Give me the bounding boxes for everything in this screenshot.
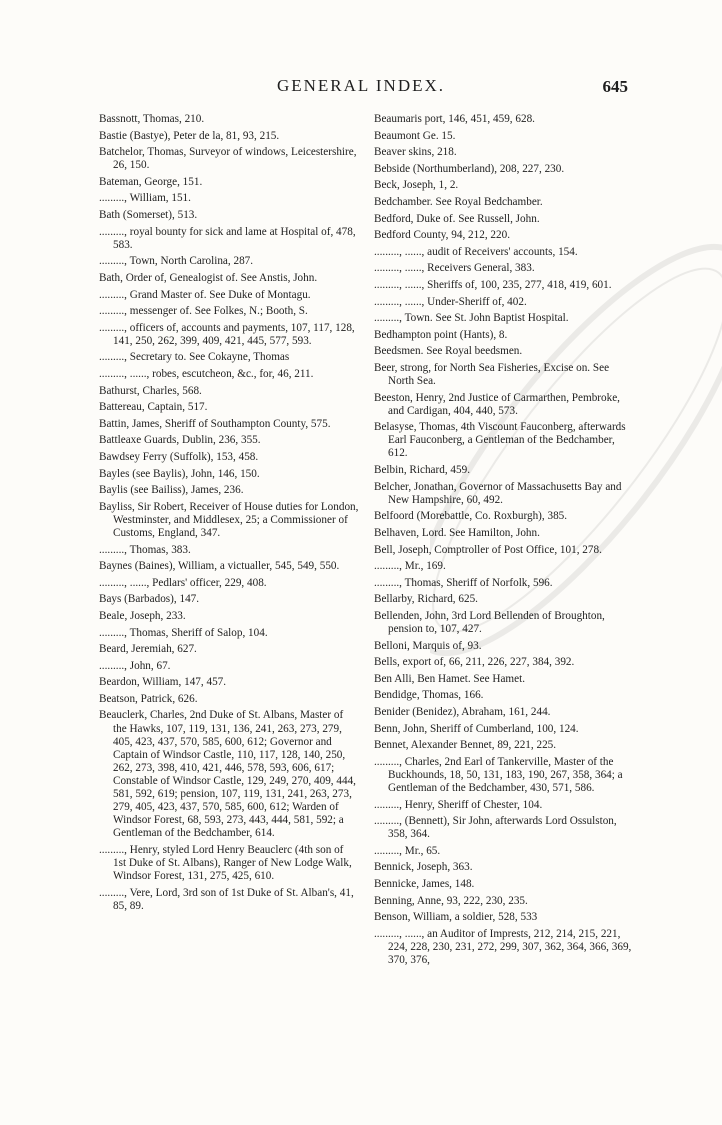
index-entry: Bastie (Bastye), Peter de la, 81, 93, 215.	[99, 129, 280, 142]
index-entry: ........., Thomas, Sheriff of Norfolk, 596.	[374, 576, 553, 589]
index-entry: Beardon, William, 147, 457.	[99, 676, 227, 689]
index-entry: Bell, Joseph, Comptroller of Post Office, 101, 278.	[374, 543, 602, 556]
index-entry: Bath, Order of, Genealogist of. See Anstis, John.	[99, 271, 318, 284]
index-entry: Bassnott, Thomas, 210.	[99, 113, 205, 125]
index-entry: ........., officers of, accounts and payments, 107, 117, 128, 141, 250, 262, 399, 409, 421, 445, 577, 593.	[99, 321, 355, 347]
index-entry: Benning, Anne, 93, 222, 230, 235.	[374, 894, 528, 907]
index-entry: Benson, William, a soldier, 528, 533	[374, 911, 538, 924]
index-entry: ........., ......, Sheriffs of, 100, 235, 277, 418, 419, 601.	[374, 278, 612, 291]
index-entry: Battleaxe Guards, Dublin, 236, 355.	[99, 434, 261, 447]
index-entry: Bellarby, Richard, 625.	[374, 593, 478, 606]
index-entry: Bayles (see Baylis), John, 146, 150.	[99, 467, 260, 480]
index-entry: Belasyse, Thomas, 4th Viscount Fauconberg, afterwards Earl Fauconberg, a Gentleman of the Bedchamber, 612.	[374, 421, 626, 460]
index-entry: ........., Charles, 2nd Earl of Tankerville, Master of the Buckhounds, 18, 50, 131, 183, 190, 267, 358, 364; a Gentleman of the Bedchamber, 430, 571, 586.	[374, 755, 623, 794]
index-entry: ........., ......, an Auditor of Imprests, 212, 214, 215, 221, 224, 228, 230, 231, 272, 299, 307, 362, 364, 366, 369, 370, 376,	[374, 927, 632, 966]
index-entry: ........., John, 67.	[99, 659, 171, 672]
index-entry: ........., ......, Pedlars' officer, 229, 408.	[99, 576, 267, 589]
index-entry: Bebside (Northumberland), 208, 227, 230.	[374, 162, 565, 175]
index-entry: ........., royal bounty for sick and lame at Hospital of, 478, 583.	[99, 225, 356, 251]
index-entry: ........., Mr., 169.	[374, 560, 446, 573]
running-head: GENERAL INDEX.	[276, 76, 446, 95]
index-entry: ........., Mr., 65.	[374, 844, 441, 857]
index-entry: Bath (Somerset), 513.	[99, 209, 198, 222]
index-entry: Batchelor, Thomas, Surveyor of windows, Leicestershire, 26, 150.	[99, 146, 357, 172]
index-entry: ........., Town, North Carolina, 287.	[99, 255, 254, 268]
index-entry: Bedchamber. See Royal Bedchamber.	[374, 195, 543, 208]
index-entry: Bathurst, Charles, 568.	[99, 384, 202, 397]
index-entry: Belhaven, Lord. See Hamilton, John.	[374, 526, 540, 539]
index-entry: Beale, Joseph, 233.	[99, 609, 186, 622]
index-entry: Baylis (see Bailiss), James, 236.	[99, 484, 244, 497]
index-entry: ........., Henry, Sheriff of Chester, 104.	[374, 798, 543, 811]
index-entry: ........., Secretary to. See Cokayne, Thomas	[99, 351, 290, 364]
index-entry: Beeston, Henry, 2nd Justice of Carmarthen, Pembroke, and Cardigan, 404, 440, 573.	[374, 391, 620, 417]
index-entry: ........., ......, Receivers General, 383.	[374, 262, 535, 275]
index-entry: Belloni, Marquis of, 93.	[374, 639, 482, 652]
index-entry: Beedsmen. See Royal beedsmen.	[374, 345, 523, 358]
index-entry: Bells, export of, 66, 211, 226, 227, 384, 392.	[374, 656, 575, 669]
index-entry: ........., ......, audit of Receivers' accounts, 154.	[374, 245, 578, 258]
index-entry: ........., Thomas, Sheriff of Salop, 104.	[99, 626, 268, 639]
index-entry: Bellenden, John, 3rd Lord Bellenden of Broughton, pension to, 107, 427.	[374, 609, 605, 635]
index-entry: ........., messenger of. See Folkes, N.; Booth, S.	[99, 305, 308, 318]
index-entry: Belcher, Jonathan, Governor of Massachusetts Bay and New Hampshire, 60, 492.	[374, 480, 622, 506]
index-entry: Bendidge, Thomas, 166.	[374, 689, 484, 702]
index-column-left	[99, 113, 359, 916]
index-entry: ........., Henry, styled Lord Henry Beauclerc (4th son of 1st Duke of St. Albans), Ranger of New Lodge Walk, Windsor Forest, 131, 275, 425, 610.	[99, 843, 352, 883]
index-entry: Bedford, Duke of. See Russell, John.	[374, 212, 540, 225]
index-entry: Beatson, Patrick, 626.	[99, 692, 198, 705]
index-entry: Beaumont Ge. 15.	[374, 129, 456, 142]
index-entry: Bays (Barbados), 147.	[99, 593, 200, 606]
index-entry: Bedford County, 94, 212, 220.	[374, 229, 511, 242]
index-entry: ........., ......, Under-Sheriff of, 402.	[374, 295, 527, 308]
index-entry: Belfoord (Morebattle, Co. Roxburgh), 385.	[374, 510, 568, 523]
index-entry: ........., William, 151.	[99, 192, 191, 205]
index-entry: Bateman, George, 151.	[99, 175, 203, 188]
index-entry: Benn, John, Sheriff of Cumberland, 100, 124.	[374, 722, 579, 735]
index-entry: Bawdsey Ferry (Suffolk), 153, 458.	[99, 450, 259, 463]
index-entry: Beard, Jeremiah, 627.	[99, 643, 197, 656]
page-number: 645	[602, 77, 628, 96]
index-entry: ........., Thomas, 383.	[99, 543, 191, 556]
index-column-right	[374, 113, 636, 971]
index-entry: Beauclerk, Charles, 2nd Duke of St. Albans, Master of the Hawks, 107, 119, 131, 136, 241, 263, 273, 279, 405, 423, 437, 570, 585, 600, 612; Governor and Captain of Windsor Castle, 110, 117, 128, 140, 250, 262, 273, 398, 410, 421, 446, 578, 593, 606, 617; Constable of Windsor Castle, 129, 249, 270, 409, 444, 581, 592, 619; pension, 107, 119, 131, 241, 263, 273, 279, 405, 423, 437, 570, 585, 600, 612; Warden of Windsor Forest, 68, 593, 273, 443, 444, 581, 592; a Gentleman of the Bedchamber, 614.	[99, 709, 356, 840]
index-entry: Bennick, Joseph, 363.	[374, 861, 473, 874]
index-entry: Battin, James, Sheriff of Southampton County, 575.	[99, 417, 331, 430]
index-entry: Beer, strong, for North Sea Fisheries, Excise on. See North Sea.	[374, 361, 610, 387]
index-entry: Bennicke, James, 148.	[374, 878, 475, 890]
page-header	[0, 76, 722, 106]
index-entry: ........., Vere, Lord, 3rd son of 1st Duke of St. Alban's, 41, 85, 89.	[99, 886, 354, 912]
index-entry: Baynes (Baines), William, a victualler, 545, 549, 550.	[99, 560, 340, 573]
index-entry: Benider (Benidez), Abraham, 161, 244.	[374, 705, 551, 718]
index-entry: ........., ......, robes, escutcheon, &c., for, 46, 211.	[99, 368, 314, 380]
index-entry: ........., (Bennett), Sir John, afterwards Lord Ossulston, 358, 364.	[374, 815, 617, 841]
index-entry: Belbin, Richard, 459.	[374, 464, 471, 477]
index-entry: Bedhampton point (Hants), 8.	[374, 328, 508, 341]
index-entry: Beck, Joseph, 1, 2.	[374, 179, 459, 192]
index-entry: ........., Grand Master of. See Duke of Montagu.	[99, 288, 311, 301]
index-entry: Bayliss, Sir Robert, Receiver of House duties for London, Westminster, and Middlesex, 25; a Commissioner of Customs, England, 347.	[99, 500, 359, 539]
index-entry: Bennet, Alexander Bennet, 89, 221, 225.	[374, 739, 557, 752]
index-entry: Beaumaris port, 146, 451, 459, 628.	[374, 113, 535, 125]
index-entry: Battereau, Captain, 517.	[99, 401, 208, 414]
index-entry: Beaver skins, 218.	[374, 146, 457, 159]
index-entry: ........., Town. See St. John Baptist Hospital.	[374, 312, 569, 325]
index-entry: Ben Alli, Ben Hamet. See Hamet.	[374, 672, 525, 685]
